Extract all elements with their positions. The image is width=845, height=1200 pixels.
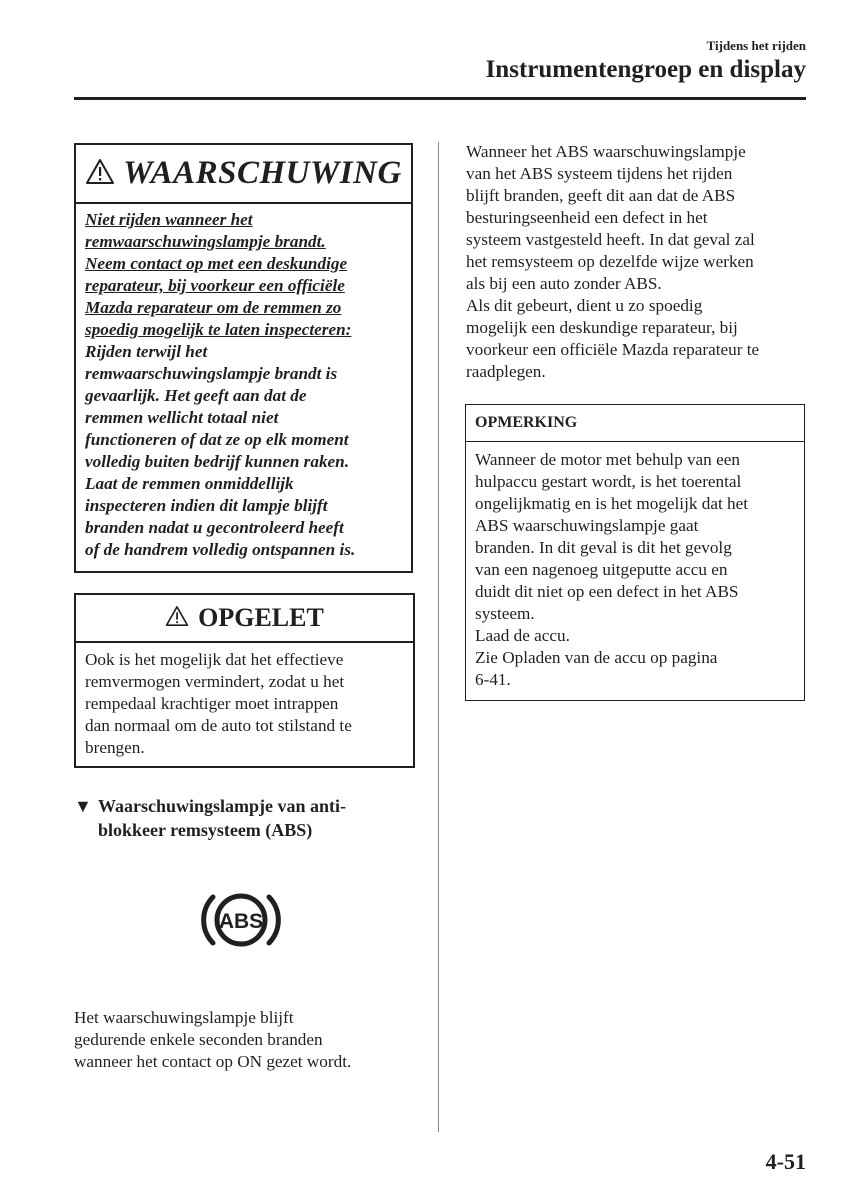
note-line: 6-41. — [475, 670, 511, 689]
warning-line: spoedig mogelijk te laten inspecteren: — [85, 320, 352, 339]
paragraph-line: wanneer het contact op ON gezet wordt. — [74, 1052, 352, 1071]
note-line: duidt dit niet op een defect in het ABS — [475, 582, 739, 601]
abs-warning-light-icon — [193, 884, 289, 956]
note-line: hulpaccu gestart wordt, is het toerental — [475, 472, 742, 491]
section-heading — [74, 794, 424, 842]
paragraph-line: raadplegen. — [466, 362, 546, 381]
caution-title: OPGELET — [198, 603, 324, 632]
running-header-section: Tijdens het rijden — [706, 38, 806, 53]
warning-line: gevaarlijk. Het geeft aan dat de — [85, 386, 307, 405]
warning-line: Niet rijden wanneer het — [85, 210, 253, 229]
warning-triangle-icon — [165, 605, 189, 632]
page-number: 4-51 — [765, 1149, 806, 1174]
warning-line: inspecteren indien dit lampje blijft — [85, 496, 328, 515]
warning-header — [76, 145, 411, 204]
note-line: branden. In dit geval is dit het gevolg — [475, 538, 732, 557]
note-line: Laad de accu. — [475, 626, 570, 645]
paragraph-line: mogelijk een deskundige reparateur, bij — [466, 318, 738, 337]
warning-line: Rijden terwijl het — [85, 342, 208, 361]
caution-line: brengen. — [85, 738, 145, 757]
note-title: OPMERKING — [466, 405, 804, 442]
caution-line: dan normaal om de auto tot stilstand te — [85, 716, 352, 735]
caution-box — [74, 593, 415, 768]
caution-header — [76, 595, 413, 643]
caution-line: rempedaal krachtiger moet intrappen — [85, 694, 339, 713]
warning-line: remwaarschuwingslampje brandt. — [85, 232, 326, 251]
warning-line: of de handrem volledig ontspannen is. — [85, 540, 356, 559]
warning-line: remwaarschuwingslampje brandt is — [85, 364, 338, 383]
warning-line: reparateur, bij voorkeur een officiële — [85, 276, 345, 295]
warning-line: Laat de remmen onmiddellijk — [85, 474, 294, 493]
warning-triangle-icon — [85, 158, 115, 190]
abs-fault-paragraph — [466, 141, 811, 383]
note-line: van een nagenoeg uitgeputte accu en — [475, 560, 728, 579]
paragraph-line: gedurende enkele seconden branden — [74, 1030, 323, 1049]
paragraph-line: van het ABS systeem tijdens het rijden — [466, 164, 733, 183]
warning-line: volledig buiten bedrijf kunnen raken. — [85, 452, 350, 471]
paragraph-line: Wanneer het ABS waarschuwingslampje — [466, 142, 746, 161]
note-text — [475, 449, 798, 691]
note-line: ongelijkmatig en is het mogelijk dat het — [475, 494, 749, 513]
note-line: Wanneer de motor met behulp van een — [475, 450, 740, 469]
warning-line: branden nadat u gecontroleerd heeft — [85, 518, 344, 537]
paragraph-line: Het waarschuwingslampje blijft — [74, 1008, 294, 1027]
warning-line: Neem contact op met een deskundige — [85, 254, 348, 273]
paragraph-line: als bij een auto zonder ABS. — [466, 274, 662, 293]
section-heading-line: blokkeer remsysteem (ABS) — [98, 820, 313, 840]
abs-icon-label: ABS — [218, 910, 264, 933]
warning-box — [74, 143, 413, 573]
paragraph-line: het remsysteem op dezelfde wijze werken — [466, 252, 754, 271]
note-line: Zie Opladen van de accu op pagina — [475, 648, 718, 667]
abs-intro-paragraph — [74, 1007, 424, 1073]
warning-line: remmen wellicht totaal niet — [85, 408, 279, 427]
paragraph-line: voorkeur een officiële Mazda reparateur te — [466, 340, 760, 359]
warning-line: Mazda reparateur om de remmen zo — [85, 298, 342, 317]
paragraph-line: systeem vastgesteld heeft. In dat geval zal — [466, 230, 755, 249]
paragraph-line: besturingseenheid een defect in het — [466, 208, 708, 227]
header-rule — [74, 97, 806, 100]
warning-title: WAARSCHUWING — [123, 155, 402, 191]
note-line: systeem. — [475, 604, 535, 623]
note-box — [465, 404, 805, 701]
section-heading-line: Waarschuwingslampje van anti- — [98, 796, 347, 816]
caution-text — [85, 649, 407, 759]
warning-text — [85, 209, 405, 561]
section-marker-icon: ▼ — [74, 796, 92, 816]
caution-line: Ook is het mogelijk dat het effectieve — [85, 650, 344, 669]
paragraph-line: Als dit gebeurt, dient u zo spoedig — [466, 296, 703, 315]
column-divider — [438, 142, 439, 1132]
page-title: Instrumentengroep en display — [485, 56, 806, 83]
paragraph-line: blijft branden, geeft dit aan dat de ABS — [466, 186, 736, 205]
warning-line: functioneren of dat ze op elk moment — [85, 430, 349, 449]
caution-line: remvermogen vermindert, zodat u het — [85, 672, 345, 691]
note-line: ABS waarschuwingslampje gaat — [475, 516, 699, 535]
